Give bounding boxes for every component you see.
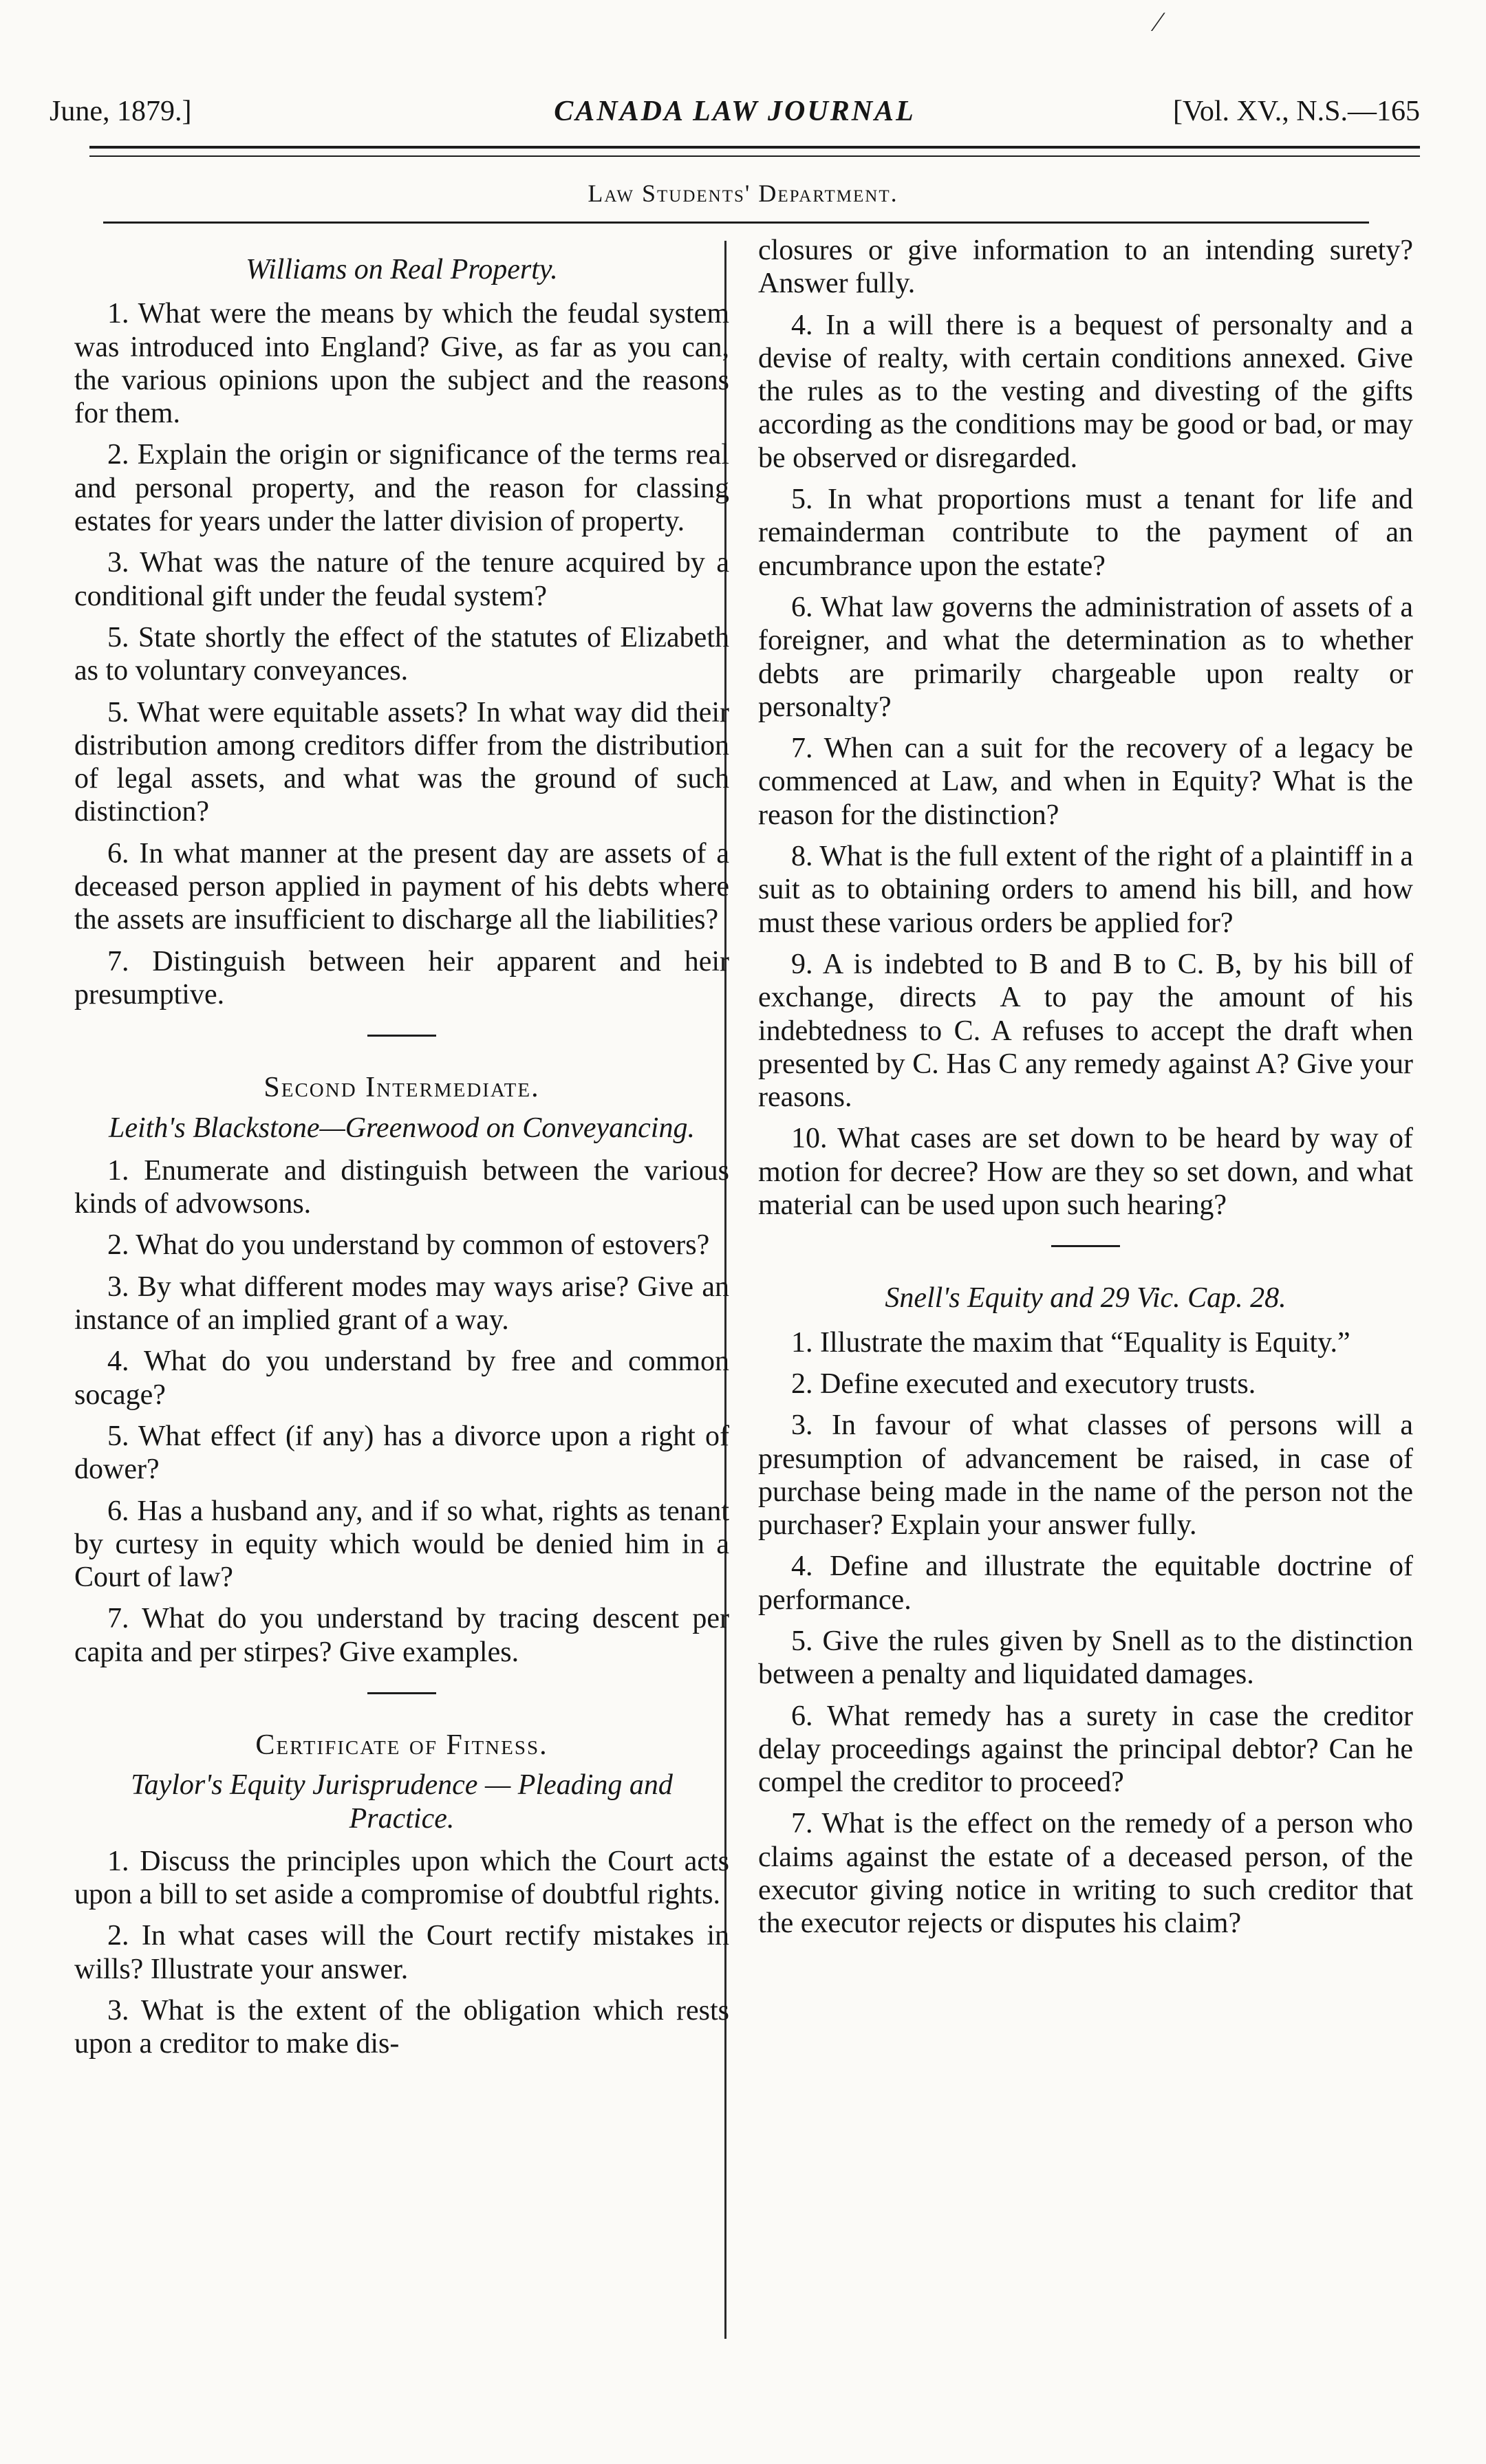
question: 6. Has a husband any, and if so what, rights as tenant by curtesy in equity which would be denied him in a Court of law? xyxy=(74,1495,729,1594)
question: 2. Define executed and executory trusts. xyxy=(791,1368,1256,1400)
stray-mark: ⁄ xyxy=(1156,6,1161,37)
question: 1. Discuss the principles upon which the Court acts upon a bill to set aside a compromise of doubtful rights. xyxy=(74,1845,729,1911)
question: 6. What law governs the administration of assets of a foreigner, and what the determination as to whether debts are primarily chargeable upon realty or personalty? xyxy=(758,591,1413,723)
question: 1. Enumerate and distinguish between the various kinds of advowsons. xyxy=(74,1154,729,1220)
department-heading: Law Students' Department. xyxy=(588,180,898,207)
question: 5. What were equitable assets? In what way did their distribution among creditors differ from the distribution of legal assets, and what was the ground of such distinction? xyxy=(74,696,729,828)
question: 7. Distinguish between heir apparent and heir presumptive. xyxy=(74,945,729,1011)
section-divider xyxy=(1051,1245,1120,1247)
section-heading: Certificate of Fitness. xyxy=(255,1729,548,1761)
question: 10. What cases are set down to be heard by way of motion for decree? How are they so set down, and what material can be used upon such hearing? xyxy=(758,1123,1413,1222)
question: 7. When can a suit for the recovery of a legacy be commenced at Law, and when in Equity? What is the reason for the distinction? xyxy=(758,733,1413,831)
question: 5. In what proportions must a tenant for life and remainderman contribute to the payment of an encumbrance upon the estate? xyxy=(758,484,1413,582)
section-divider xyxy=(367,1692,436,1694)
question: 7. What do you understand by tracing descent per capita and per stirpes? Give examples. xyxy=(74,1603,729,1668)
question: 2. In what cases will the Court rectify mistakes in wills? Illustrate your answer. xyxy=(74,1920,729,1985)
section-title: Snell's Equity and 29 Vic. Cap. 28. xyxy=(885,1282,1286,1315)
question: 6. What remedy has a surety in case the creditor delay proceedings against the principal debtor? Can he compel the creditor to proceed? xyxy=(758,1700,1413,1799)
question: 2. Explain the origin or significance of the terms real and personal property, and the reason for classing estates for years under the latter division of property. xyxy=(74,439,729,538)
question-continuation: closures or give information to an intending surety? Answer fully. xyxy=(758,235,1413,300)
right-column xyxy=(758,234,1413,1949)
question: 7. What is the effect on the remedy of a person who claims against the estate of a deceased person, of the executor giving notice in writing to such creditor that the executor rejects or disputes his claim? xyxy=(758,1808,1413,1940)
question: 5. Give the rules given by Snell as to the distinction between a penalty and liquidated damages. xyxy=(758,1625,1413,1691)
question: 5. What effect (if any) has a divorce upon a right of dower? xyxy=(74,1420,729,1486)
question: 5. State shortly the effect of the statutes of Elizabeth as to voluntary conveyances. xyxy=(74,621,729,687)
question: 3. By what different modes may ways arise? Give an instance of an implied grant of a way. xyxy=(74,1271,729,1337)
question: 3. What is the extent of the obligation which rests upon a creditor to make dis- xyxy=(74,1995,729,2060)
question: 3. In favour of what classes of persons will a presumption of advancement be raised, in case of purchase being made in the name of the person not the purchaser? Explain your answer fully. xyxy=(758,1409,1413,1542)
journal-title: CANADA LAW JOURNAL xyxy=(554,96,916,127)
section-heading: Second Intermediate. xyxy=(263,1072,540,1104)
question: 8. What is the full extent of the right of a plaintiff in a suit as to obtaining orders to amend his bill, and how must these various orders be applied for? xyxy=(758,841,1413,939)
running-header xyxy=(50,95,1420,136)
department-rule xyxy=(103,221,1369,224)
section-subtitle: Leith's Blackstone—Greenwood on Conveyancing. xyxy=(109,1112,695,1144)
issue-date: June, 1879.] xyxy=(50,96,192,127)
left-column xyxy=(74,234,729,2069)
question: 6. In what manner at the present day are assets of a deceased person applied in payment of his debts where the assets are insufficient to discharge all the liabilities? xyxy=(74,837,729,936)
header-double-rule xyxy=(89,146,1420,157)
question: 4. What do you understand by free and common socage? xyxy=(74,1346,729,1411)
question: 2. What do you understand by common of estovers? xyxy=(107,1229,710,1262)
question: 4. In a will there is a bequest of personalty and a devise of realty, with certain conditions annexed. Give the rules as to the vesting and divesting of the gifts according as the conditions may be good or bad, or may be observed or disregarded. xyxy=(758,309,1413,474)
question: 9. A is indebted to B and B to C. B, by his bill of exchange, directs A to pay the amount of his indebtedness to C. A refuses to accept the draft when presented by C. Has C any remedy against A? Give your reasons. xyxy=(758,948,1413,1114)
section-divider xyxy=(367,1035,436,1037)
section-title: Williams on Real Property. xyxy=(246,254,558,285)
question: 3. What was the nature of the tenure acquired by a conditional gift under the feudal system? xyxy=(74,547,729,612)
question: 4. Define and illustrate the equitable doctrine of performance. xyxy=(758,1550,1413,1616)
question: 1. What were the means by which the feudal system was introduced into England? Give, as far as you can, the various opinions upon the subject and the reasons for them. xyxy=(74,298,729,430)
question: 1. Illustrate the maxim that “Equality is Equity.” xyxy=(791,1326,1350,1359)
section-subtitle: Taylor's Equity Jurisprudence — Pleading and Practice. xyxy=(131,1769,673,1835)
volume-page: [Vol. XV., N.S.—165 xyxy=(1172,96,1420,127)
